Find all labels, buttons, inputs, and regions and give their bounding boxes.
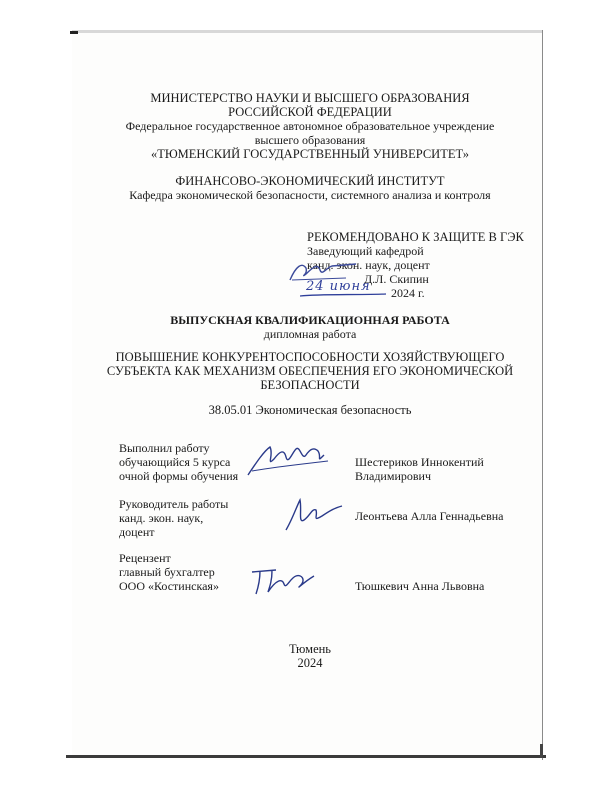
handwritten-date (300, 277, 388, 299)
author-signature (244, 441, 334, 477)
author-name-1: Шестериков Иннокентий (355, 455, 484, 469)
work-type-title: ВЫПУСКНАЯ КВАЛИФИКАЦИОННАЯ РАБОТА (170, 313, 450, 327)
author-name-2: Владимирович (355, 469, 431, 483)
handwritten-date-text: 24 июня (306, 279, 371, 294)
institute-name: ФИНАНСОВО-ЭКОНОМИЧЕСКИЙ ИНСТИТУТ (175, 174, 445, 188)
topic-line-1: ПОВЫШЕНИЕ КОНКУРЕНТОСПОСОБНОСТИ ХОЗЯЙСТВУЮЩЕГО (115, 350, 505, 364)
scan-artifact-mark (540, 744, 543, 758)
university-name: «ТЮМЕНСКИЙ ГОСУДАРСТВЕННЫЙ УНИВЕРСИТЕТ» (150, 147, 470, 161)
work-type-subtitle: дипломная работа (263, 327, 357, 341)
scan-artifact-mark (70, 31, 78, 34)
supervisor-role-2: канд. экон. наук, (119, 511, 204, 525)
supervisor-role-1: Руководитель работы (119, 497, 229, 511)
city: Тюмень (288, 642, 332, 656)
author-role-3: очной формы обучения (119, 469, 239, 483)
reviewer-signature (246, 564, 318, 596)
reviewer-role-2: главный бухгалтер (119, 565, 215, 579)
ministry-line-2: РОССИЙСКОЙ ФЕДЕРАЦИИ (228, 105, 392, 119)
supervisor-signature (282, 496, 346, 532)
author-role-2: обучающийся 5 курса (119, 455, 231, 469)
institution-line-1: Федеральное государственное автономное образовательное учреждение (125, 119, 495, 133)
ministry-line-1: МИНИСТЕРСТВО НАУКИ И ВЫСШЕГО ОБРАЗОВАНИЯ (150, 91, 470, 105)
scan-top-edge (72, 30, 542, 33)
reviewer-name: Тюшкевич Анна Львовна (355, 579, 485, 593)
scan-bottom-edge (66, 755, 546, 758)
institution-line-2: высшего образования (254, 133, 366, 147)
department-name: Кафедра экономической безопасности, системного анализа и контроля (129, 188, 491, 202)
approval-name: Д.Л. Скипин (364, 272, 429, 286)
approval-position: Заведующий кафедрой (307, 244, 424, 258)
approval-year: 2024 г. (391, 286, 425, 300)
topic-line-2: СУБЪЕКТА КАК МЕХАНИЗМ ОБЕСПЕЧЕНИЯ ЕГО ЭКОНОМИЧЕСКОЙ (106, 364, 514, 378)
specialty: 38.05.01 Экономическая безопасность (208, 403, 412, 417)
approval-degree: канд. экон. наук, доцент (307, 258, 430, 272)
approval-heading: РЕКОМЕНДОВАНО К ЗАЩИТЕ В ГЭК (307, 230, 524, 244)
supervisor-role-3: доцент (119, 525, 155, 539)
topic-line-3: БЕЗОПАСНОСТИ (260, 378, 360, 392)
reviewer-role-1: Рецензент (119, 551, 171, 565)
author-role-1: Выполнил работу (119, 441, 210, 455)
supervisor-name: Леонтьева Алла Геннадьевна (355, 509, 504, 523)
reviewer-role-3: ООО «Костинская» (119, 579, 219, 593)
year: 2024 (297, 656, 323, 670)
